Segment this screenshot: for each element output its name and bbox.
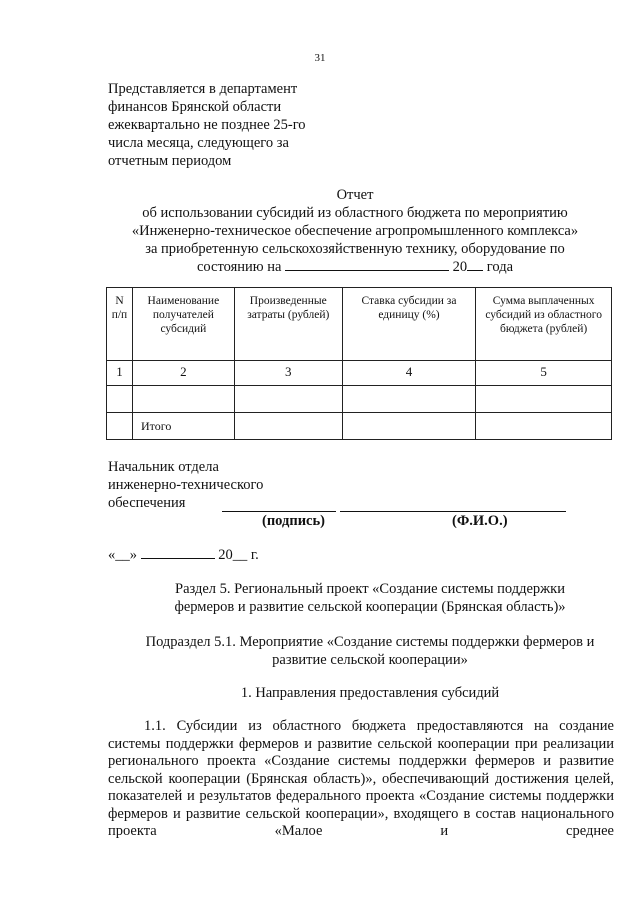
report-title [100,186,610,276]
signature-block [108,458,263,512]
table-header: Ставка субсидии за единицу (%) [342,288,476,361]
year-blank [467,258,483,271]
signature-caption: (подпись) [262,513,325,529]
submission-note [108,80,306,170]
note-line: финансов Брянской области [108,99,282,115]
column-number: 3 [234,361,342,386]
date-line [108,546,259,564]
section-line: фермеров и развитие сельской кооперации (Брянская область)» [174,599,566,615]
table-row [107,361,612,386]
table-header: N п/п [107,288,133,361]
table-total-row [107,413,612,440]
note-line: ежеквартально не позднее 25-го [108,117,306,133]
year-suffix: года [486,259,514,275]
report-title-line: об использовании субсидий из областного бюджета по мероприятию [142,205,568,221]
name-line [340,511,566,512]
table-cell [234,386,342,413]
signature-line [222,511,336,512]
date-day: «__» [108,547,137,563]
column-number: 5 [476,361,612,386]
table-cell [476,413,612,440]
month-blank [141,546,215,559]
paragraph-1-1 [108,718,614,841]
date-year: 20__ г. [218,547,259,563]
table-header: Наименование получателей субсидий [132,288,234,361]
report-title-line: «Инженерно-техническое обеспечение агропромышленного комплекса» [131,223,579,239]
position-line: Начальник отдела [108,459,219,475]
name-caption: (Ф.И.О.) [452,513,508,529]
position-line: обеспечения [108,495,186,511]
note-line: отчетным периодом [108,153,232,169]
table-cell [476,386,612,413]
table-header: Произведенные затраты (рублей) [234,288,342,361]
position-line: инженерно-технического [108,477,264,493]
total-label: Итого [132,413,234,440]
subsection-line: развитие сельской кооперации» [272,652,468,668]
page-number: 31 [314,52,326,64]
section-5-heading [90,580,640,616]
state-prefix: состоянию на [196,259,282,275]
note-line: числа месяца, следующего за [108,135,289,151]
table-cell [234,413,342,440]
date-blank [285,258,449,271]
table-cell [342,386,476,413]
report-title-line: за приобретенную сельскохозяйственную технику, оборудование по [145,241,565,257]
report-heading: Отчет [336,187,374,203]
table-cell [107,413,133,440]
column-number: 2 [132,361,234,386]
column-number: 1 [107,361,133,386]
table-row [107,386,612,413]
table-cell [107,386,133,413]
table-cell [132,386,234,413]
report-table [106,287,612,440]
note-line: Представляется в департамент [108,81,298,97]
column-number: 4 [342,361,476,386]
section-line: Раздел 5. Региональный проект «Создание системы поддержки [175,581,565,597]
paragraph-text: 1.1. Субсидии из областного бюджета предоставляются на создание системы поддержки фермеров и развитие сельской кооперации при реализации регионального проекта «Создание системы поддержки фермеров и развитие сельской кооперации (Брянская область)», обеспечивающий достижения целей, показателей и результатов федерального проекта «Создание системы поддержки фермеров и развитие сельской кооперации», входящего в состав национального проекта «Малое и среднее [108,718,614,839]
table-header: Сумма выплаченных субсидий из областного бюджета (рублей) [476,288,612,361]
subsection-5-1-heading [90,633,640,669]
subsection-line: Подраздел 5.1. Мероприятие «Создание системы поддержки фермеров и [145,634,595,650]
year-prefix: 20 [452,259,468,275]
table-header-row [107,288,612,361]
directions-heading: 1. Направления предоставления субсидий [240,685,500,701]
table-cell [342,413,476,440]
report-state-line [100,258,610,276]
